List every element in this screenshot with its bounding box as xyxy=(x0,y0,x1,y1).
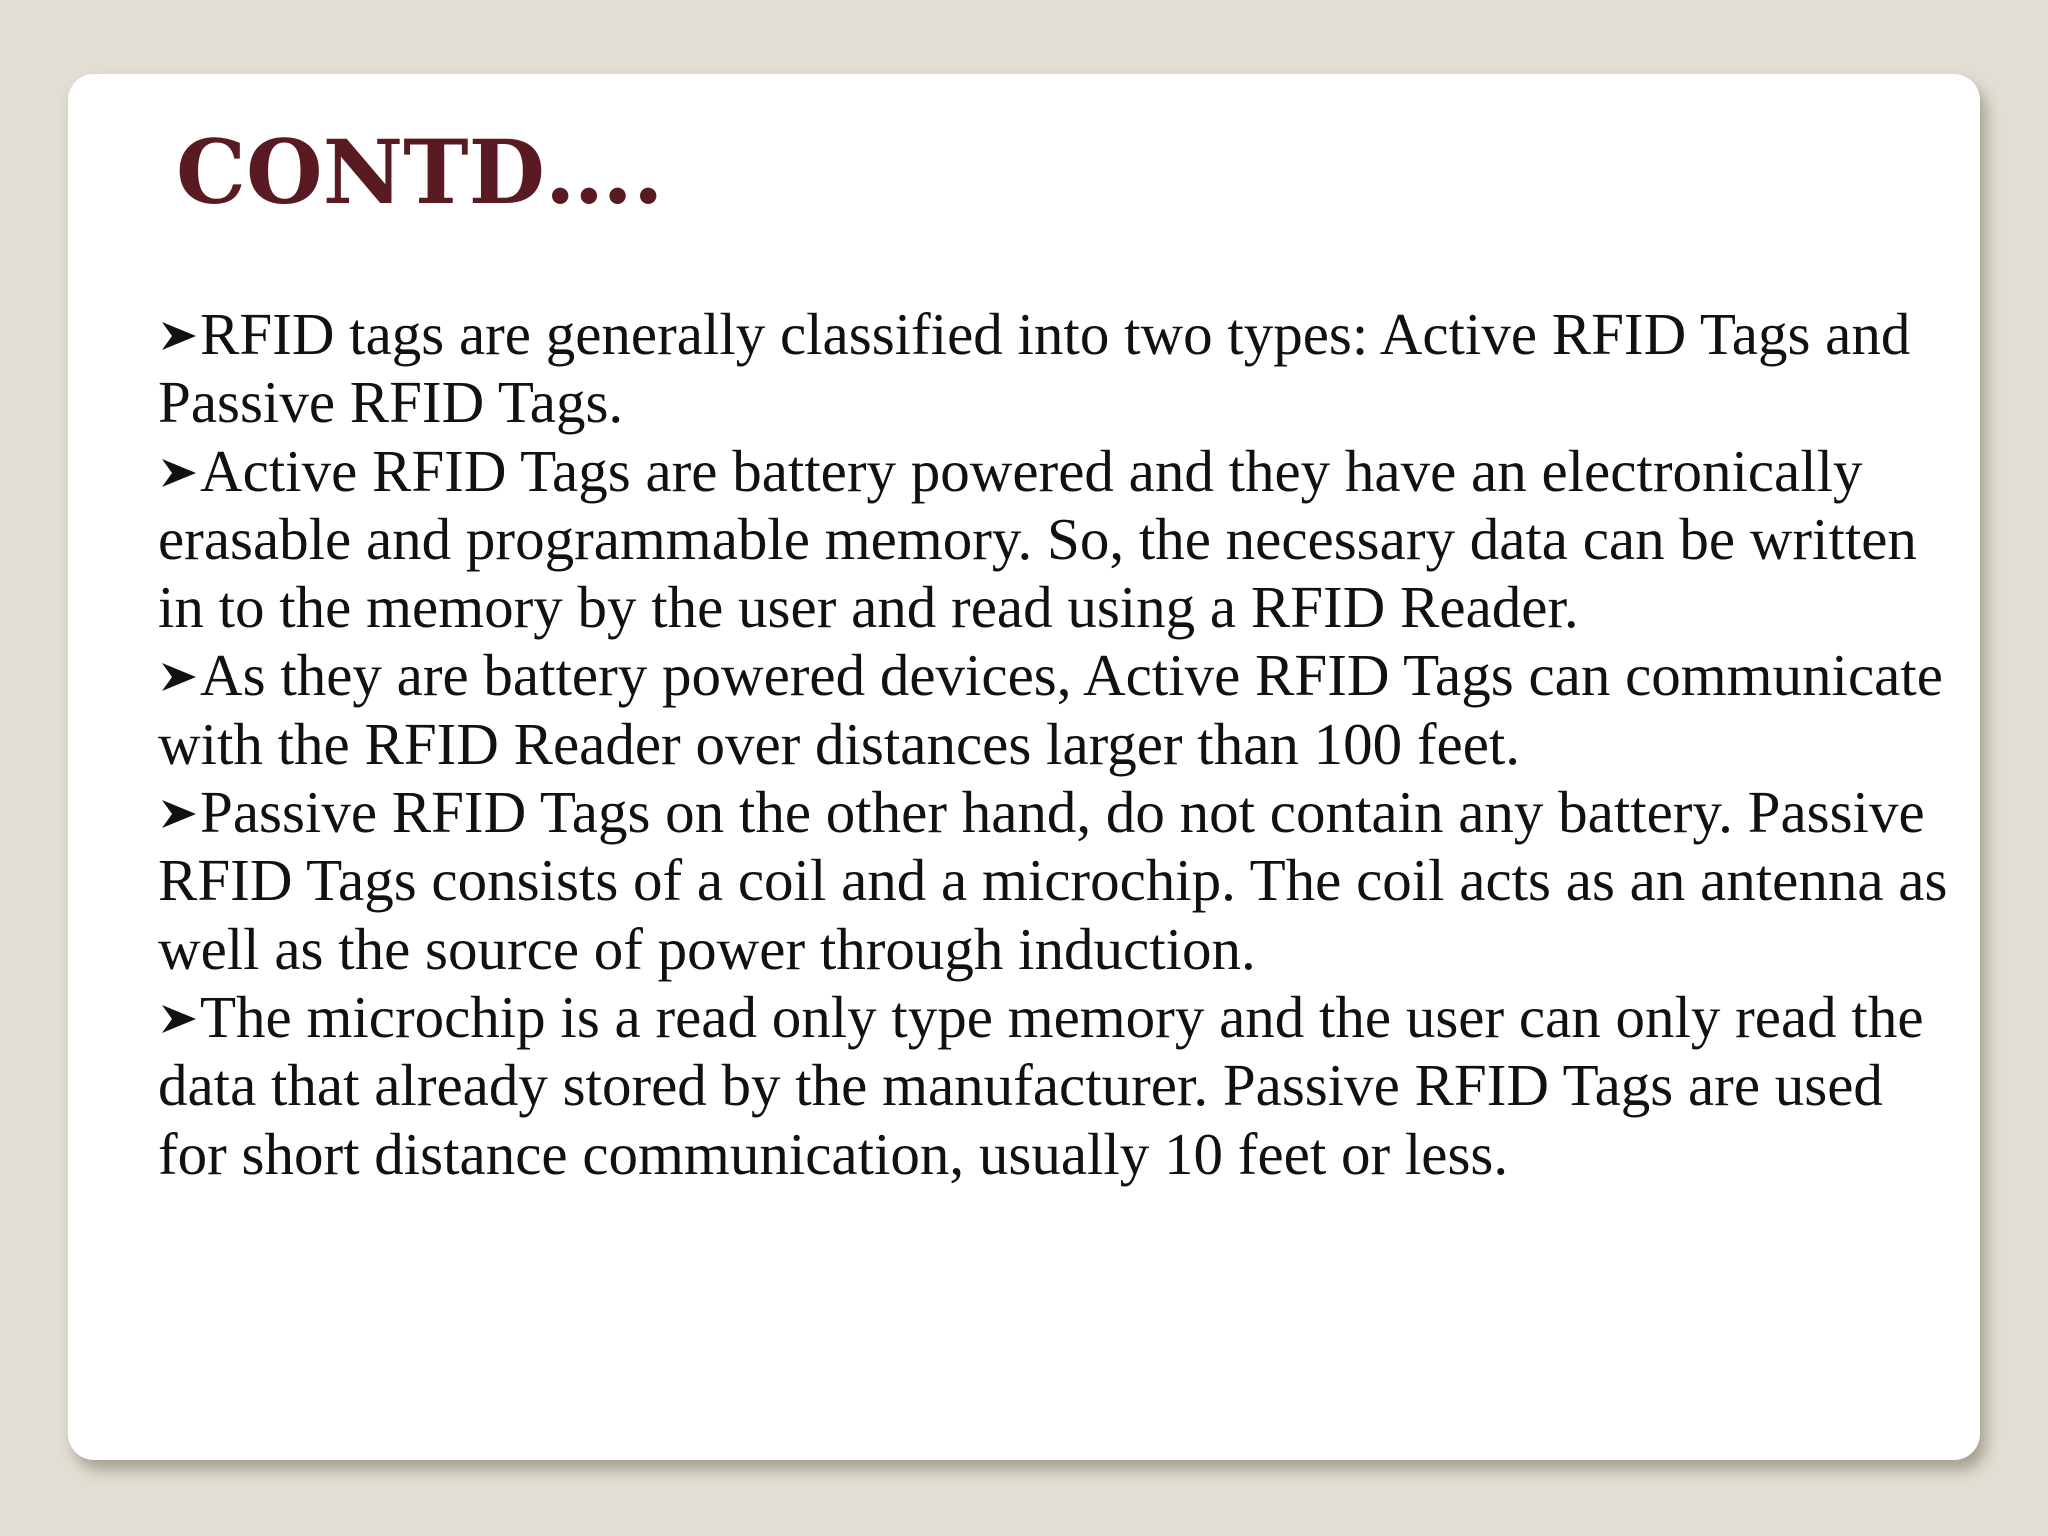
bullet-text: The microchip is a read only type memory and the user can only read the data that already stored by the manufacturer. Passive RFID Tags are used for short distance communication, usually 10 feet or less. xyxy=(158,983,1924,1187)
bullet-text: Active RFID Tags are battery powered and they have an electronically erasable and programmable memory. So, the necessary data can be written in to the memory by the user and read using a RFID Reader. xyxy=(158,437,1917,641)
arrowhead-bullet-icon xyxy=(158,316,200,356)
slide-title: CONTD…. xyxy=(176,120,664,224)
bullet-item xyxy=(158,778,1948,983)
arrowhead-bullet-icon xyxy=(158,657,200,697)
bullet-item xyxy=(158,300,1948,437)
bullet-text: RFID tags are generally classified into two types: Active RFID Tags and Passive RFID Tags. xyxy=(158,301,1911,436)
arrowhead-bullet-icon xyxy=(158,794,200,834)
bullet-item xyxy=(158,641,1948,778)
slide-card xyxy=(68,74,1980,1460)
bullet-text: As they are battery powered devices, Active RFID Tags can communicate with the RFID Reader over distances larger than 100 feet. xyxy=(158,642,1943,777)
bullet-text: Passive RFID Tags on the other hand, do not contain any battery. Passive RFID Tags consists of a coil and a microchip. The coil acts as an antenna as well as the source of power through induction. xyxy=(158,779,1948,982)
arrowhead-bullet-icon xyxy=(158,999,200,1039)
bullet-item xyxy=(158,437,1948,642)
arrowhead-bullet-icon xyxy=(158,453,200,493)
bullet-item xyxy=(158,983,1948,1188)
bullet-list xyxy=(158,300,1948,1188)
